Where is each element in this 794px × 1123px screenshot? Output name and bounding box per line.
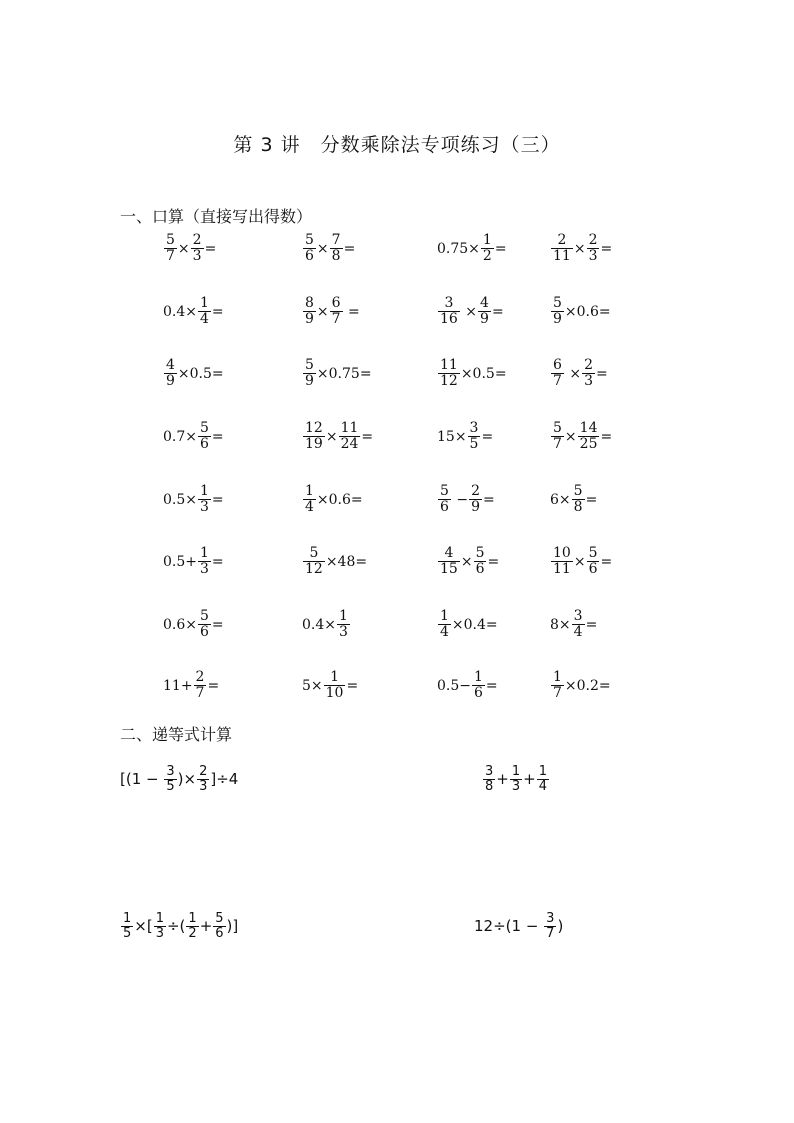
operator-text: 8× — [550, 616, 571, 633]
fraction-numerator: 5 — [440, 483, 449, 499]
fraction-numerator: 2 — [584, 357, 594, 373]
operator-text: = — [211, 553, 224, 570]
fraction-denominator: 15 — [440, 560, 458, 577]
operator-text: = — [204, 240, 217, 257]
fraction-numerator: 2 — [192, 232, 202, 248]
fraction — [537, 765, 549, 794]
operator-text: ×[ — [134, 916, 153, 935]
oral-problem — [437, 670, 498, 701]
operator-text: = — [346, 677, 359, 694]
operator-text: 0.5+ — [163, 553, 197, 570]
fraction — [154, 912, 166, 941]
oral-problem — [302, 233, 355, 264]
fraction-denominator: 2 — [188, 925, 197, 941]
operator-text: = — [494, 240, 507, 257]
operator-text: 11+ — [163, 677, 193, 694]
fraction-denominator: 3 — [200, 560, 209, 577]
fraction-numerator: 5 — [200, 608, 209, 624]
fraction — [468, 421, 481, 452]
oral-problem — [163, 609, 224, 640]
fraction-denominator: 3 — [584, 372, 594, 389]
fraction-numerator: 12 — [305, 420, 323, 436]
operator-text: × — [564, 365, 582, 382]
fraction — [551, 670, 564, 701]
fraction-numerator: 1 — [538, 764, 547, 779]
operator-text: = — [487, 553, 500, 570]
operator-text: )] — [226, 916, 239, 935]
fraction — [303, 358, 316, 389]
fraction-denominator: 3 — [511, 778, 521, 794]
fraction — [164, 765, 176, 794]
oral-problem — [437, 296, 504, 327]
fraction — [339, 421, 361, 452]
operator-text: − — [451, 491, 469, 508]
fraction-denominator: 6 — [474, 684, 483, 701]
fraction — [164, 358, 177, 389]
fraction-denominator: 6 — [440, 498, 449, 515]
fraction — [198, 546, 211, 577]
oral-problem — [437, 609, 498, 640]
oral-problem — [550, 609, 597, 640]
operator-text: ×0.6= — [316, 491, 363, 508]
fraction-denominator: 3 — [588, 247, 598, 264]
fraction-denominator: 8 — [573, 498, 583, 515]
fraction — [510, 765, 522, 794]
fraction-denominator: 9 — [305, 310, 314, 327]
fraction — [438, 609, 451, 640]
fraction — [483, 765, 495, 794]
fraction-numerator: 10 — [553, 545, 571, 561]
fraction-numerator: 1 — [200, 545, 209, 561]
fraction — [578, 421, 600, 452]
fraction-numerator: 5 — [588, 545, 598, 561]
fraction-denominator: 6 — [200, 623, 209, 640]
operator-text: + — [523, 769, 536, 788]
fraction-denominator: 7 — [331, 310, 341, 327]
fraction — [474, 546, 487, 577]
section-step-calc-heading: 二、递等式计算 — [120, 725, 233, 744]
fraction — [587, 546, 600, 577]
oral-problem — [550, 421, 612, 452]
oral-problem — [302, 670, 358, 701]
operator-text: = — [343, 303, 360, 320]
fraction-denominator: 24 — [340, 435, 359, 452]
fraction-numerator: 5 — [166, 232, 175, 248]
fraction — [438, 296, 460, 327]
fraction-denominator: 7 — [546, 925, 555, 941]
operator-text: ) — [557, 916, 564, 935]
operator-text: = — [211, 428, 224, 445]
operator-text: = — [343, 240, 356, 257]
fraction — [472, 670, 485, 701]
oral-problem — [163, 296, 224, 327]
fraction-numerator: 1 — [305, 483, 314, 499]
fraction — [164, 233, 177, 264]
section-oral-calc-heading: 一、口算（直接写出得数） — [120, 207, 313, 226]
operator-text: × — [177, 240, 190, 257]
fraction — [438, 358, 460, 389]
oral-problem — [550, 296, 611, 327]
oral-problem — [550, 670, 611, 701]
fraction — [303, 296, 316, 327]
fraction-denominator: 11 — [553, 560, 571, 577]
fraction-denominator: 3 — [339, 623, 348, 640]
operator-text: ×0.6= — [564, 303, 611, 320]
operator-text: = — [585, 491, 598, 508]
fraction-denominator: 4 — [200, 310, 209, 327]
fraction — [186, 912, 198, 941]
fraction-denominator: 12 — [440, 372, 458, 389]
operator-text: = — [485, 677, 498, 694]
operator-text: + — [496, 769, 509, 788]
fraction — [330, 233, 343, 264]
fraction-denominator: 6 — [215, 925, 224, 941]
fraction-numerator: 3 — [166, 764, 175, 779]
fraction — [198, 296, 211, 327]
step-calc-problem — [474, 912, 563, 941]
oral-problem — [163, 670, 219, 701]
fraction — [481, 233, 494, 264]
fraction-numerator: 1 — [200, 483, 209, 499]
oral-problem — [163, 421, 224, 452]
fraction-denominator: 9 — [480, 310, 489, 327]
operator-text: ×0.5= — [460, 365, 507, 382]
oral-problem — [302, 358, 372, 389]
fraction-denominator: 5 — [166, 778, 175, 794]
fraction-numerator: 1 — [200, 295, 209, 311]
fraction-numerator: 14 — [579, 420, 598, 436]
operator-text: = — [481, 428, 494, 445]
operator-text: ÷( — [166, 916, 186, 935]
fraction-denominator: 4 — [440, 623, 449, 640]
fraction-denominator: 3 — [155, 925, 164, 941]
fraction — [551, 421, 564, 452]
oral-problem — [302, 484, 363, 515]
fraction — [572, 609, 585, 640]
oral-problem — [550, 484, 597, 515]
fraction-numerator: 5 — [309, 545, 319, 561]
oral-problem — [302, 609, 351, 640]
oral-problem — [550, 358, 608, 389]
operator-text: 0.4× — [163, 303, 197, 320]
operator-text: = — [361, 428, 374, 445]
fraction — [197, 765, 209, 794]
operator-text: = — [491, 303, 504, 320]
fraction-numerator: 3 — [546, 911, 555, 926]
fraction-denominator: 6 — [588, 560, 598, 577]
operator-text: ×0.4= — [451, 616, 498, 633]
fraction-numerator: 2 — [195, 669, 205, 685]
fraction-numerator: 1 — [482, 232, 492, 248]
fraction-denominator: 3 — [199, 778, 208, 794]
fraction-numerator: 3 — [573, 608, 583, 624]
fraction-denominator: 9 — [305, 372, 314, 389]
fraction-denominator: 8 — [485, 778, 494, 794]
operator-text: ×48= — [325, 553, 368, 570]
fraction — [551, 358, 564, 389]
fraction-numerator: 2 — [588, 232, 598, 248]
fraction-numerator: 6 — [331, 295, 341, 311]
operator-text: 0.5× — [163, 491, 197, 508]
operator-text: × — [460, 553, 473, 570]
fraction — [478, 296, 491, 327]
fraction-denominator: 10 — [325, 684, 344, 701]
fraction-numerator: 1 — [155, 911, 164, 926]
fraction-denominator: 4 — [573, 623, 583, 640]
oral-problem — [550, 546, 612, 577]
fraction-numerator: 4 — [166, 357, 175, 373]
oral-problem — [163, 233, 216, 264]
fraction — [198, 421, 211, 452]
fraction-denominator: 8 — [331, 247, 341, 264]
operator-text: = — [207, 677, 220, 694]
operator-text: 0.4× — [302, 616, 336, 633]
operator-text: = — [600, 240, 613, 257]
fraction — [303, 546, 325, 577]
operator-text: ×0.5= — [177, 365, 224, 382]
oral-problem — [437, 233, 507, 264]
operator-text: ]÷4 — [210, 769, 239, 788]
operator-text: ×0.75= — [316, 365, 372, 382]
operator-text: × — [316, 303, 329, 320]
step-calc-problem — [120, 912, 238, 941]
fraction-numerator: 7 — [331, 232, 341, 248]
fraction — [198, 484, 211, 515]
page-title: 第 3 讲 分数乘除法专项练习（三） — [233, 134, 561, 156]
operator-text: = — [211, 303, 224, 320]
operator-text: [(1 − — [120, 769, 164, 788]
operator-text: 6× — [550, 491, 571, 508]
oral-problem — [163, 546, 224, 577]
fraction-numerator: 5 — [305, 232, 314, 248]
fraction — [438, 546, 460, 577]
fraction — [324, 670, 346, 701]
operator-text: = — [483, 491, 495, 508]
fraction-denominator: 6 — [475, 560, 485, 577]
fraction — [337, 609, 350, 640]
fraction-numerator: 3 — [485, 764, 494, 779]
operator-text: × — [573, 240, 586, 257]
fraction-denominator: 5 — [123, 925, 132, 941]
fraction-numerator: 1 — [440, 608, 449, 624]
fraction-numerator: 2 — [557, 232, 567, 248]
oral-problem — [437, 484, 495, 515]
fraction-numerator: 5 — [573, 483, 583, 499]
step-calc-problem — [120, 765, 238, 794]
operator-text: = — [211, 616, 224, 633]
operator-text: + — [199, 916, 213, 935]
fraction-numerator: 1 — [188, 911, 197, 926]
fraction-numerator: 5 — [305, 357, 314, 373]
fraction-denominator: 5 — [469, 435, 479, 452]
operator-text: 0.6× — [163, 616, 197, 633]
fraction-denominator: 9 — [553, 310, 562, 327]
fraction — [469, 484, 482, 515]
operator-text: × — [325, 428, 338, 445]
fraction — [198, 609, 211, 640]
fraction-numerator: 6 — [553, 357, 562, 373]
fraction-numerator: 5 — [215, 911, 224, 926]
fraction-numerator: 1 — [123, 911, 132, 926]
operator-text: × — [573, 553, 586, 570]
fraction-denominator: 7 — [553, 435, 562, 452]
oral-problem — [437, 546, 499, 577]
fraction — [544, 912, 556, 941]
fraction-denominator: 7 — [553, 372, 562, 389]
fraction-denominator: 2 — [482, 247, 492, 264]
fraction-numerator: 4 — [444, 545, 454, 561]
operator-text: 5× — [302, 677, 323, 694]
fraction-numerator: 4 — [480, 295, 489, 311]
fraction-numerator: 8 — [305, 295, 314, 311]
operator-text: )× — [177, 769, 197, 788]
fraction-numerator: 1 — [474, 669, 483, 685]
operator-text: 0.5− — [437, 677, 471, 694]
fraction — [121, 912, 133, 941]
fraction — [303, 484, 316, 515]
fraction-numerator: 1 — [330, 669, 340, 685]
operator-text: = — [600, 553, 613, 570]
fraction-denominator: 6 — [305, 247, 314, 264]
operator-text: 0.75× — [437, 240, 480, 257]
fraction — [438, 484, 451, 515]
oral-problem — [163, 358, 224, 389]
fraction-denominator: 19 — [305, 435, 323, 452]
fraction-numerator: 2 — [199, 764, 208, 779]
oral-problem — [163, 484, 224, 515]
fraction-denominator: 7 — [553, 684, 562, 701]
fraction-denominator: 3 — [192, 247, 202, 264]
fraction-numerator: 5 — [553, 420, 562, 436]
fraction-numerator: 11 — [340, 420, 359, 436]
fraction-denominator: 16 — [440, 310, 458, 327]
fraction-denominator: 9 — [471, 498, 481, 515]
fraction — [572, 484, 585, 515]
fraction-denominator: 6 — [200, 435, 209, 452]
operator-text: × — [316, 240, 329, 257]
fraction-denominator: 4 — [305, 498, 314, 515]
operator-text: × — [564, 428, 577, 445]
oral-problem — [550, 233, 612, 264]
fraction-numerator: 5 — [553, 295, 562, 311]
fraction-denominator: 9 — [166, 372, 175, 389]
operator-text: 0.7× — [163, 428, 197, 445]
fraction — [551, 296, 564, 327]
fraction-numerator: 5 — [475, 545, 485, 561]
fraction — [330, 296, 343, 327]
fraction-numerator: 1 — [339, 608, 348, 624]
oral-problem — [302, 546, 367, 577]
fraction-numerator: 3 — [444, 295, 454, 311]
operator-text: = — [596, 365, 608, 382]
operator-text: ×0.2= — [564, 677, 611, 694]
fraction-denominator: 25 — [579, 435, 598, 452]
fraction-denominator: 11 — [553, 247, 571, 264]
fraction — [551, 233, 573, 264]
fraction-numerator: 5 — [200, 420, 209, 436]
operator-text: = — [600, 428, 613, 445]
fraction-numerator: 2 — [471, 483, 481, 499]
oral-problem — [302, 421, 373, 452]
fraction — [191, 233, 204, 264]
fraction-denominator: 12 — [305, 560, 323, 577]
oral-problem — [302, 296, 360, 327]
fraction-denominator: 7 — [166, 247, 175, 264]
fraction — [213, 912, 225, 941]
step-calc-problem — [482, 765, 550, 794]
fraction-numerator: 11 — [440, 357, 458, 373]
fraction-numerator: 3 — [469, 420, 479, 436]
fraction — [587, 233, 600, 264]
operator-text: 15× — [437, 428, 467, 445]
oral-problem — [437, 421, 493, 452]
fraction — [303, 233, 316, 264]
fraction — [551, 546, 573, 577]
fraction-denominator: 7 — [195, 684, 205, 701]
fraction-denominator: 4 — [538, 778, 547, 794]
fraction-numerator: 1 — [553, 669, 562, 685]
operator-text: 12÷(1 − — [474, 916, 544, 935]
oral-problem — [437, 358, 507, 389]
fraction — [303, 421, 325, 452]
operator-text: × — [460, 303, 478, 320]
operator-text: = — [585, 616, 598, 633]
fraction — [582, 358, 595, 389]
fraction-numerator: 1 — [511, 764, 521, 779]
fraction-denominator: 3 — [200, 498, 209, 515]
operator-text: = — [211, 491, 224, 508]
fraction — [194, 670, 207, 701]
